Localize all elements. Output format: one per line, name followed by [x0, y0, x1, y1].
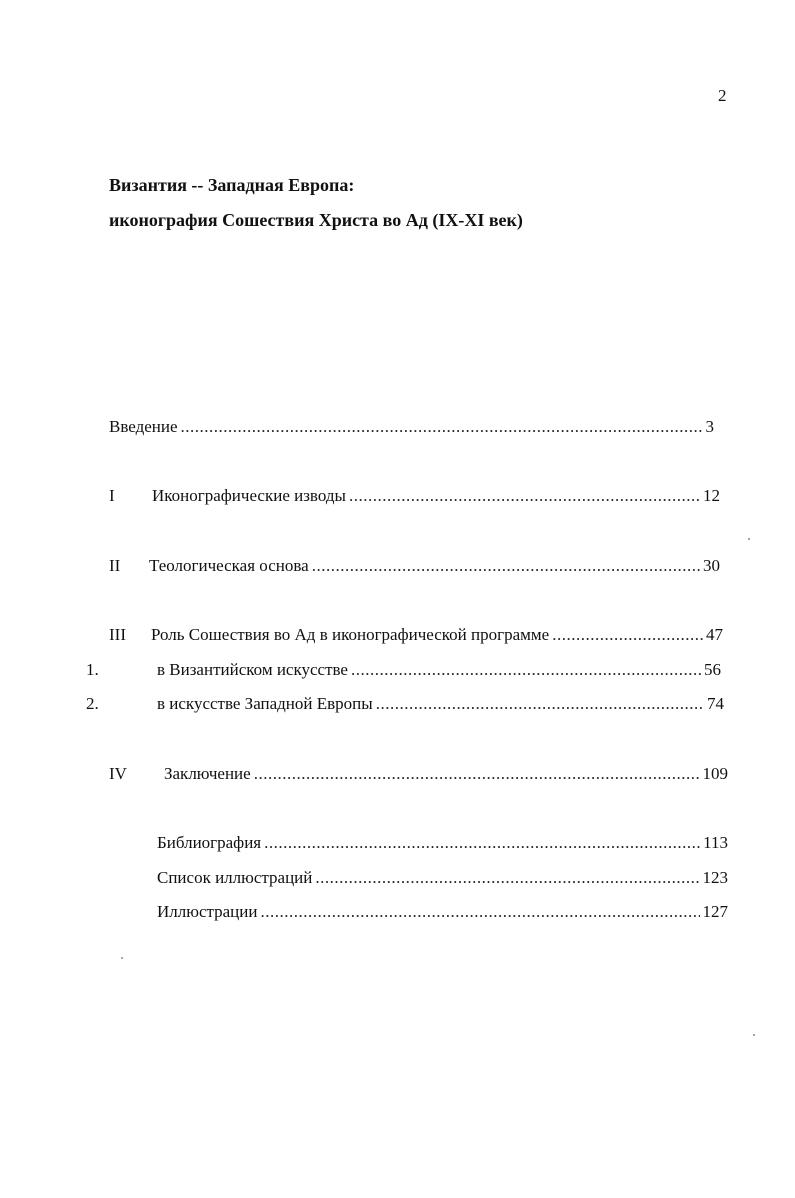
dot-leader	[312, 556, 700, 576]
toc-entry-sub-2	[157, 694, 724, 716]
subsection-number: 2.	[86, 694, 99, 713]
scan-speck	[748, 538, 750, 540]
toc-label: Библиография	[157, 833, 262, 852]
toc-label: в Византийском искусстве	[157, 660, 348, 679]
toc-page-number: 47	[706, 625, 723, 644]
chapter-numeral: IV	[109, 764, 127, 783]
toc-entry-chapter-2	[149, 556, 720, 578]
toc-label: Теологическая основа	[149, 556, 309, 575]
chapter-numeral: I	[109, 486, 115, 505]
dot-leader	[260, 902, 699, 922]
scan-speck	[753, 1034, 755, 1036]
chapter-numeral: II	[109, 556, 121, 575]
toc-page-number: 113	[703, 833, 728, 852]
toc-entry-chapter-1	[152, 486, 720, 508]
toc-page-number: 30	[703, 556, 720, 575]
dot-leader	[254, 764, 700, 784]
scan-speck	[121, 957, 123, 959]
dot-leader	[351, 660, 701, 680]
toc-label: Роль Сошествия во Ад в иконографической программе	[151, 625, 550, 644]
chapter-numeral: III	[109, 625, 126, 644]
toc-label: Иконографические изводы	[152, 486, 346, 505]
dot-leader	[315, 868, 699, 888]
toc-entry-illustrations-list	[157, 868, 728, 890]
toc-label: в искусстве Западной Европы	[157, 694, 373, 713]
toc-entry-bibliography	[157, 833, 728, 855]
toc-entry-chapter-3	[151, 625, 723, 647]
dot-leader	[552, 625, 703, 645]
dot-leader	[376, 694, 704, 714]
toc-page-number: 12	[703, 486, 720, 505]
dot-leader	[349, 486, 700, 506]
toc-page-number: 127	[702, 902, 728, 921]
toc-page-number: 3	[705, 417, 714, 436]
title-line-2: иконография Сошествия Христа во Ад (IX-XI век)	[109, 210, 523, 230]
toc-page-number: 74	[707, 694, 724, 713]
toc-label: Введение	[109, 417, 178, 436]
dot-leader	[264, 833, 700, 853]
toc-label: Заключение	[164, 764, 251, 783]
toc-label: Иллюстрации	[157, 902, 258, 921]
toc-page-number: 56	[704, 660, 721, 679]
toc-entry-sub-1	[157, 660, 721, 682]
dot-leader	[181, 417, 703, 437]
toc-page-number: 123	[702, 868, 728, 887]
toc-page-number: 109	[702, 764, 728, 783]
toc-entry-chapter-4	[164, 764, 728, 786]
title-line-1: Византия -- Западная Европа:	[109, 175, 355, 195]
toc-entry-illustrations	[157, 902, 728, 924]
subsection-number: 1.	[86, 660, 99, 679]
toc-label: Список иллюстраций	[157, 868, 313, 887]
page-number: 2	[718, 86, 727, 105]
toc-entry-intro	[109, 417, 714, 439]
